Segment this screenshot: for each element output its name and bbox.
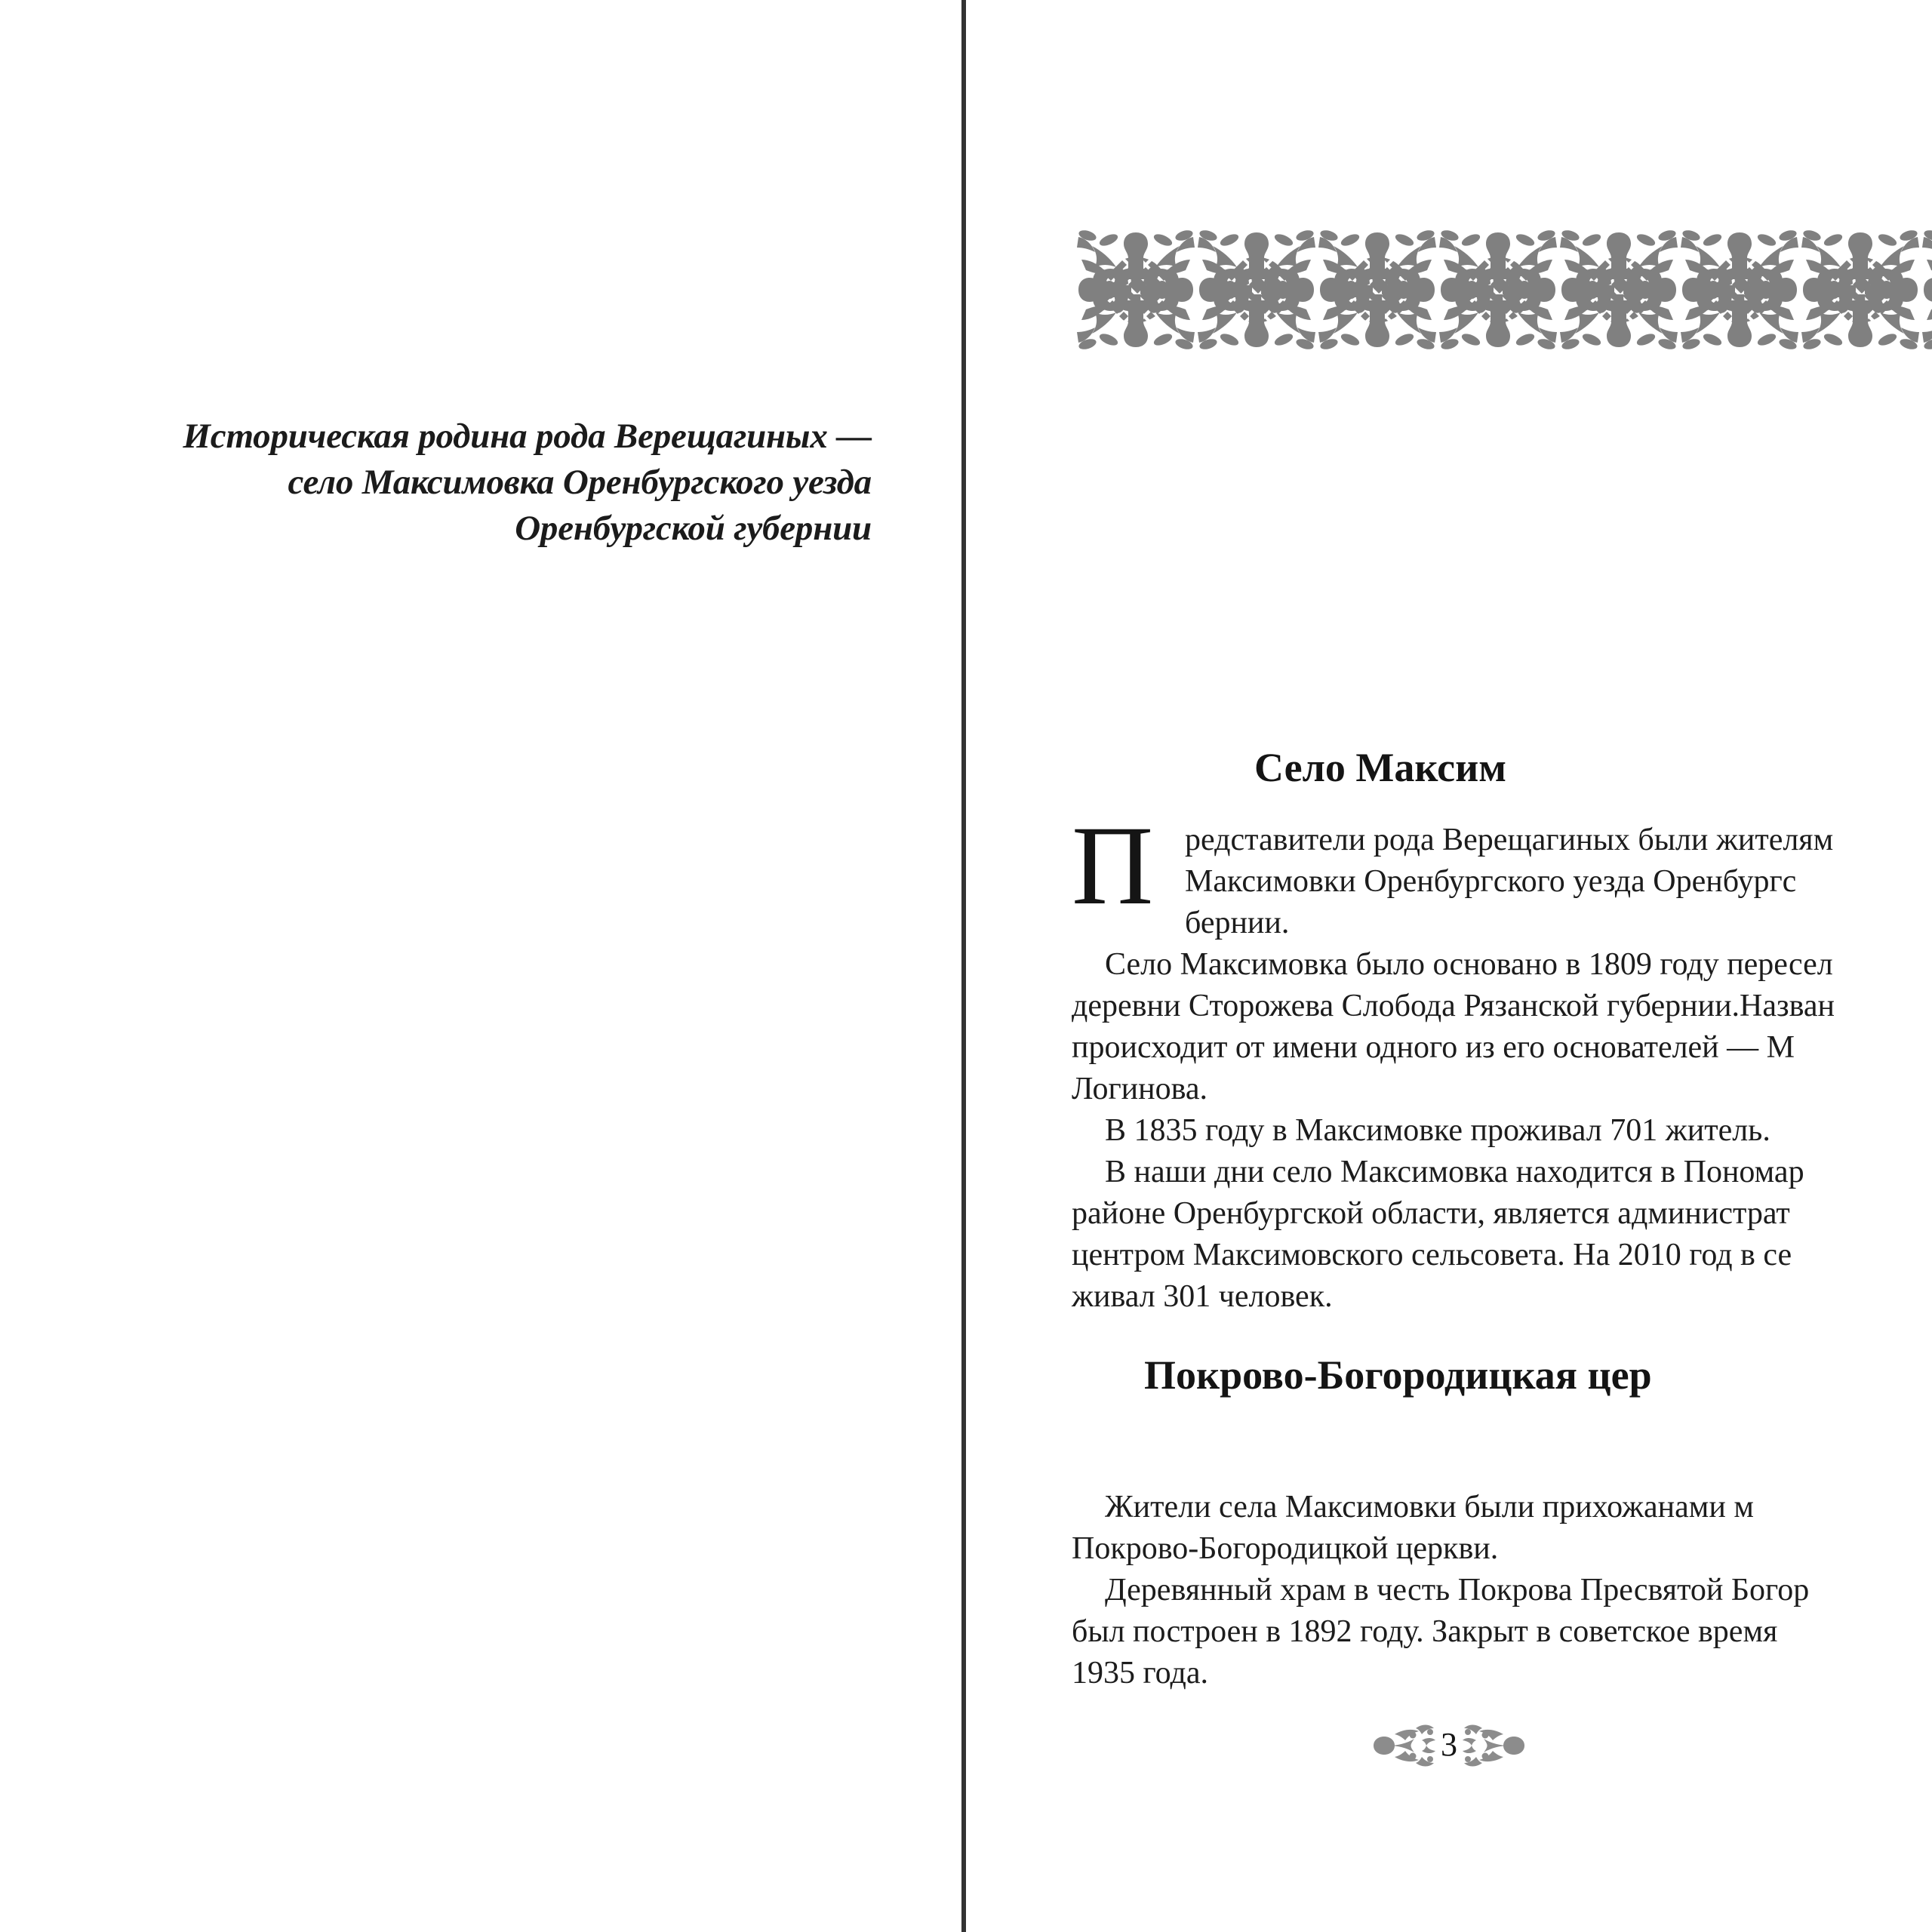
damask-floral-border-ornament	[1075, 198, 1932, 386]
paragraph-line: Село Максимовка было основано в 1809 году пересел	[1105, 947, 1833, 982]
paragraph-line: В 1835 году в Максимовке проживал 701 житель.	[1105, 1113, 1770, 1148]
paragraph-line: происходит от имени одного из его основателей — М	[1072, 1030, 1795, 1065]
paragraph-parishioners	[1072, 1487, 1932, 1570]
paragraph-line: деревни Сторожева Слобода Рязанской губернии.Назван	[1072, 989, 1835, 1023]
heading-spacer-lower	[1072, 1407, 1932, 1487]
right-page	[966, 0, 1932, 1932]
paragraph-line: Деревянный храм в честь Покрова Пресвятой Богор	[1105, 1573, 1810, 1607]
paragraph-line: редставители рода Верещагиных были жителям	[1185, 823, 1834, 857]
paragraph-founding	[1072, 944, 1932, 1110]
left-page	[0, 0, 961, 1932]
drop-cap-letter: П	[1072, 803, 1154, 928]
paragraph-line: бернии.	[1185, 906, 1290, 940]
section-heading-village: Село Максим	[1254, 745, 1507, 790]
paragraph-line: центром Максимовского сельсовета. На 2010 год в се	[1072, 1238, 1792, 1272]
paragraph-modern-day	[1072, 1152, 1932, 1318]
paragraph-line: Покрово-Богородицкой церкви.	[1072, 1531, 1499, 1566]
paragraph-line: Логинова.	[1072, 1072, 1208, 1106]
paragraph-line: живал 301 человек.	[1072, 1279, 1333, 1314]
paragraph-line: Максимовки Оренбургского уезда Оренбургс	[1185, 864, 1797, 899]
paragraph-line: районе Оренбургской области, является администрат	[1072, 1196, 1790, 1231]
paragraph-line: В наши дни село Максимовка находится в Пономар	[1105, 1155, 1804, 1189]
paragraph-line: Жители села Максимовки были прихожанами м	[1105, 1490, 1754, 1524]
folio-page-number	[1366, 1712, 1532, 1780]
chapter-title	[45, 414, 872, 552]
paragraph-line: был построен в 1892 году. Закрыт в советское время	[1072, 1614, 1778, 1649]
chapter-title-line-2: село Максимовка Оренбургского уезда	[288, 463, 872, 502]
section-heading-church: Покрово-Богородицкая цер	[1144, 1352, 1652, 1398]
page-number-text: 3	[1441, 1726, 1457, 1764]
chapter-title-line-1: Историческая родина рода Верещагиных —	[183, 417, 872, 456]
paragraph-line: 1935 года.	[1072, 1656, 1208, 1690]
body-text-block	[1072, 803, 1932, 1694]
chapter-title-line-3: Оренбургской губернии	[515, 509, 872, 548]
paragraph-population-1835	[1072, 1110, 1932, 1152]
paragraph-opening	[1072, 803, 1932, 944]
paragraph-church-history	[1072, 1570, 1932, 1694]
